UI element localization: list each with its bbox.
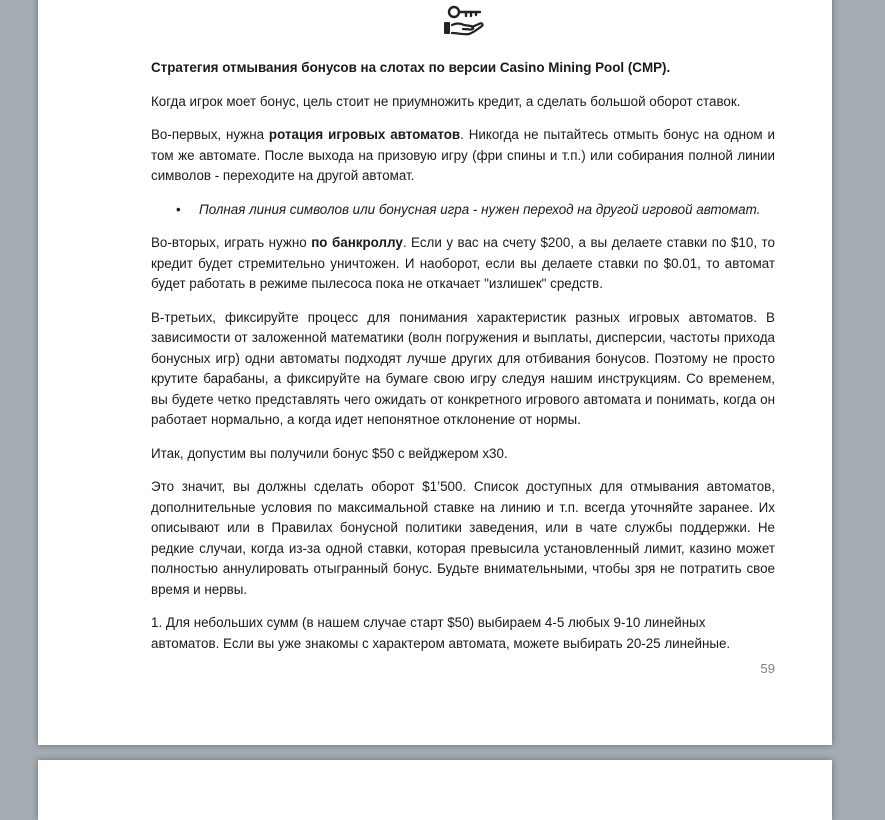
paragraph-text: . Никогда не пытайтесь отмыть бонус на одном и том же автомате. После выхода на призовую игру (фри спины и т.п.) или собирания полной линии символов - переходите на другой автомат.: [151, 127, 775, 183]
document-page: [38, 0, 832, 745]
paragraph: Итак, допустим вы получили бонус $50 с вейджером x30.: [151, 445, 508, 461]
section-heading: Стратегия отмывания бонусов на слотах по версии Casino Mining Pool (CMP).: [151, 60, 671, 75]
paragraph: 1. Для небольших сумм (в нашем случае старт $50) выбираем 4-5 любых 9-10 линейных автоматов. Если вы уже знакомы с характером автомата, можете выбирать 20-25 линейные.: [151, 615, 731, 651]
bold-text: ротация игровых автоматов: [268, 127, 461, 142]
paragraph: [151, 233, 775, 295]
paragraph: Когда игрок моет бонус, цель стоит не приумножить кредит, а сделать большой оборот ставок.: [151, 93, 741, 109]
paragraph: [151, 125, 775, 187]
paragraph: Это значит, вы должны сделать оборот $1’500. Список доступных для отмывания автоматов, дополнительные условия по максимальной ставке на линию и т.п. всегда уточняйте заранее. Их описывают или в Правилах бонусной политики заведения, или в чате службы поддержки. Не редкие случаи, когда из-за одной ставки, которая превысила установленный лимит, казино может полностью аннулировать отыгранный бонус. Будьте внимательными, чтобы зря не потратить свое время и нервы.: [151, 479, 775, 597]
bullet-marker: •: [176, 201, 181, 217]
bold-text: по банкроллу: [311, 235, 403, 250]
paragraph: В-третьих, фиксируйте процесс для понимания характеристик разных игровых автоматов. В зависимости от заложенной математики (волн погружения и выплаты, дисперсии, частоты прихода бонусных игр) одни автоматы подходят лучше других для отбивания бонусов. Поэтому не просто крутите барабаны, а фиксируйте на бумаге свою игру следуя нашим инструкциям. Со временем, вы будете четко представлять чего ожидать от конкретного игрового автомата и понимать, когда он работает нормально, а когда идет непонятное отклонение от нормы.: [151, 309, 775, 427]
paragraph-text: Во-вторых, играть нужно: [151, 235, 312, 250]
next-page: [38, 760, 832, 820]
hand-key-icon: [442, 5, 486, 39]
paragraph-text: . Если у вас на счету $200, а вы делаете ставки по $10, то кредит будет стремительно уничтожен. И наоборот, если вы делаете ставки по $0.01, то автомат будет работать в режиме пылесоса пока не откачает "излишек" средств.: [151, 235, 775, 291]
bullet-item: [151, 200, 775, 221]
page-body: [151, 58, 775, 667]
paragraph-text: Во-первых, нужна: [151, 127, 269, 142]
page-number: 59: [760, 661, 775, 676]
bullet-text: Полная линия символов или бонусная игра - нужен переход на другой игровой автомат.: [199, 201, 761, 217]
